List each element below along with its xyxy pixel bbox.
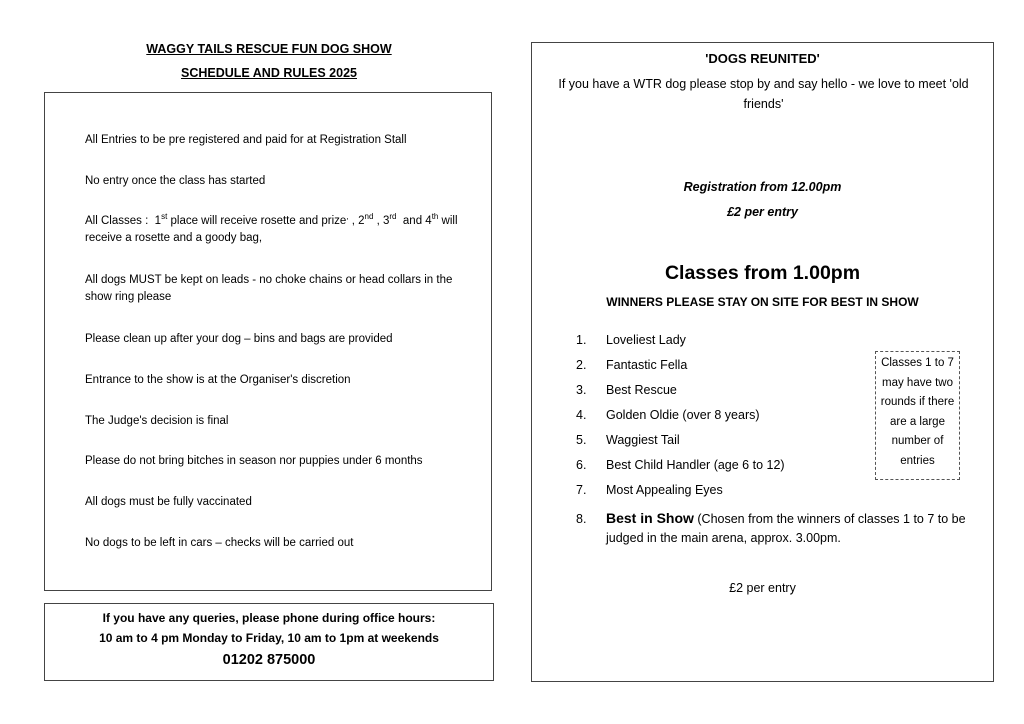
class-label: Fantastic Fella xyxy=(606,358,688,372)
class-number: 6. xyxy=(576,458,587,472)
contact-hours-label: If you have any queries, please phone during office hours: xyxy=(102,611,436,625)
class-number: 4. xyxy=(576,408,587,422)
classes-heading: Classes from 1.00pm xyxy=(664,262,861,284)
class-label: Best Rescue xyxy=(606,383,677,397)
class-label: Most Appealing Eyes xyxy=(606,483,723,497)
class-number: 1. xyxy=(576,333,587,347)
class-number: 2. xyxy=(576,358,587,372)
rule-item: Entrance to the show is at the Organiser's discretion xyxy=(85,374,351,386)
contact-box xyxy=(44,603,494,681)
rule-item: All Entries to be pre registered and paid for at Registration Stall xyxy=(85,134,407,146)
class-number: 3. xyxy=(576,383,587,397)
rule-item: All dogs MUST be kept on leads - no choke chains or head collars in the show ring please xyxy=(85,274,453,303)
rounds-note-box: Classes 1 to 7 may have two rounds if there are a large number of entries xyxy=(875,351,960,480)
best-in-show-item xyxy=(576,509,976,548)
class-number: 8. xyxy=(576,512,587,526)
dogs-reunited-intro: If you have a WTR dog please stop by and say hello - we love to meet 'old friends' xyxy=(558,77,969,111)
registration-time: Registration from 12.00pm xyxy=(683,180,842,194)
class-label: Golden Oldie (over 8 years) xyxy=(606,408,760,422)
class-label: Best Child Handler (age 6 to 12) xyxy=(606,458,785,472)
event-info-box xyxy=(531,42,994,682)
rule-item: The Judge's decision is final xyxy=(85,415,229,427)
class-number: 5. xyxy=(576,433,587,447)
show-title: WAGGY TAILS RESCUE FUN DOG SHOW xyxy=(146,42,392,56)
rule-item: No entry once the class has started xyxy=(85,175,266,187)
class-label: Loveliest Lady xyxy=(606,333,686,347)
rules-box xyxy=(44,92,492,591)
contact-hours: 10 am to 4 pm Monday to Friday, 10 am to 1pm at weekends xyxy=(99,631,439,645)
schedule-subtitle: SCHEDULE AND RULES 2025 xyxy=(181,66,357,80)
rule-item: Please clean up after your dog – bins and bags are provided xyxy=(85,333,393,345)
bottom-entry-fee: £2 per entry xyxy=(729,581,796,595)
winners-note: WINNERS PLEASE STAY ON SITE FOR BEST IN SHOW xyxy=(606,295,919,309)
entry-fee: £2 per entry xyxy=(727,205,798,219)
best-in-show-detail: (Chosen from the winners of classes 1 to 7 to be judged in the main arena, approx. 3.00pm. xyxy=(606,512,966,545)
rule-item: No dogs to be left in cars – checks will be carried out xyxy=(85,537,354,549)
rule-item: Please do not bring bitches in season nor puppies under 6 months xyxy=(85,455,423,467)
best-in-show-label: Best in Show xyxy=(606,510,694,526)
rule-item-prizes: All Classes : 1st place will receive rosette and prize, , 2nd , 3rd and 4th will receive a rosette and a goody bag, xyxy=(85,212,458,244)
class-number: 7. xyxy=(576,483,587,497)
dogs-reunited-title: 'DOGS REUNITED' xyxy=(705,51,820,66)
phone-number: 01202 875000 xyxy=(222,652,316,668)
rule-item: All dogs must be fully vaccinated xyxy=(85,496,252,508)
class-label: Waggiest Tail xyxy=(606,433,680,447)
